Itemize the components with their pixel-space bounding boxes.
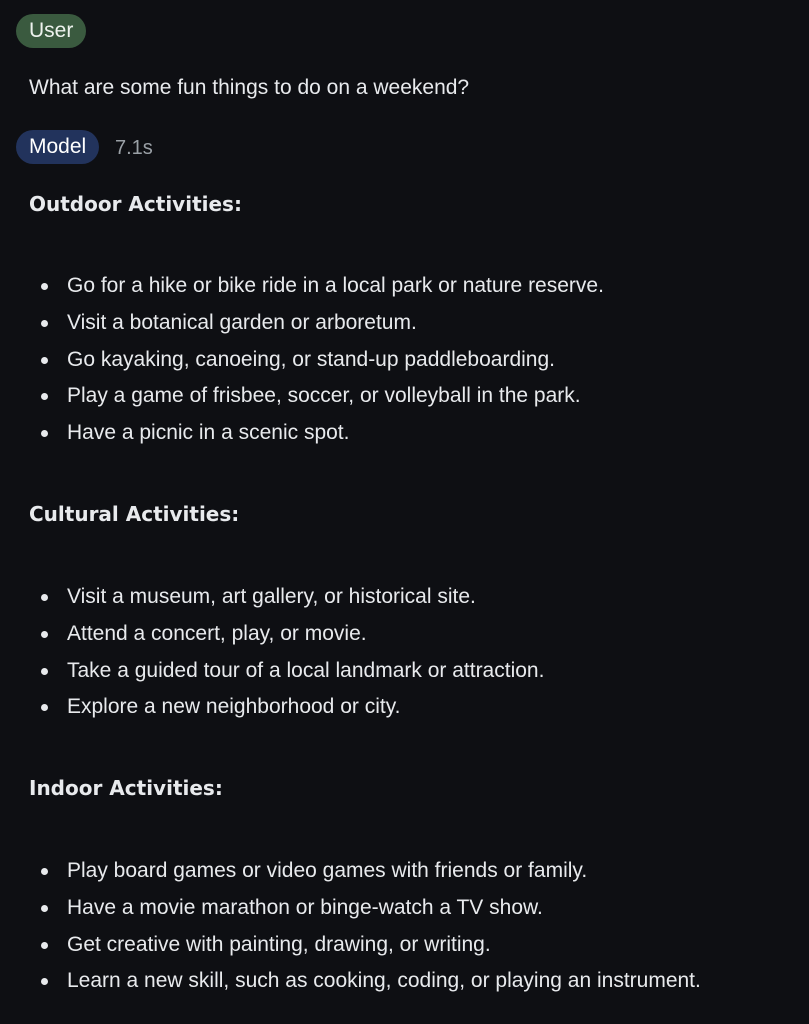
list-item-text: Learn a new skill, such as cooking, coding, or playing an instrument. (67, 969, 701, 993)
bullet-icon (41, 283, 48, 290)
bullet-list-indoor (0, 853, 701, 1000)
list-item (0, 890, 701, 927)
bullet-icon (41, 631, 48, 638)
list-item (0, 963, 701, 1000)
list-item (0, 653, 544, 690)
list-item-text: Go for a hike or bike ride in a local park or nature reserve. (67, 274, 604, 297)
list-item-text: Have a movie marathon or binge-watch a TV show. (67, 895, 543, 919)
response-time: 7.1s (115, 137, 153, 159)
section-heading-indoor: Indoor Activities: (29, 776, 223, 800)
list-item-text: Explore a new neighborhood or city. (67, 695, 401, 719)
list-item-text: Play a game of frisbee, soccer, or volleyball in the park. (67, 384, 581, 408)
section-heading-cultural: Cultural Activities: (29, 502, 240, 526)
bullet-list-outdoor (0, 268, 604, 452)
list-item (0, 579, 544, 616)
list-item (0, 378, 604, 415)
list-item-text: Take a guided tour of a local landmark or attraction. (67, 658, 545, 682)
bullet-icon (41, 704, 48, 711)
list-item (0, 415, 604, 452)
bullet-icon (41, 320, 48, 327)
bullet-icon (41, 668, 48, 675)
bullet-icon (41, 978, 48, 985)
list-item-text: Visit a botanical garden or arboretum. (67, 310, 417, 334)
list-item-text: Attend a concert, play, or movie. (67, 621, 367, 645)
user-message: What are some fun things to do on a weekend? (29, 76, 470, 99)
user-role-chip: User (16, 14, 86, 48)
bullet-icon (41, 942, 48, 949)
list-item (0, 927, 701, 964)
list-item-text: Play board games or video games with friends or family. (67, 859, 588, 882)
bullet-list-cultural (0, 579, 544, 726)
list-item-text: Go kayaking, canoeing, or stand-up paddleboarding. (67, 347, 556, 371)
list-item-text: Have a picnic in a scenic spot. (67, 421, 350, 445)
bullet-icon (41, 594, 48, 601)
model-role-chip: Model (16, 130, 99, 164)
list-item (0, 853, 701, 890)
bullet-icon (41, 430, 48, 437)
bullet-icon (41, 393, 48, 400)
bullet-icon (41, 357, 48, 364)
section-heading-outdoor: Outdoor Activities: (29, 192, 242, 216)
list-item-text: Get creative with painting, drawing, or writing. (67, 932, 491, 956)
list-item (0, 616, 544, 653)
list-item (0, 268, 604, 305)
list-item (0, 342, 604, 379)
bullet-icon (41, 905, 48, 912)
list-item-text: Visit a museum, art gallery, or historical site. (67, 585, 476, 608)
list-item (0, 305, 604, 342)
list-item (0, 689, 544, 726)
bullet-icon (41, 868, 48, 875)
